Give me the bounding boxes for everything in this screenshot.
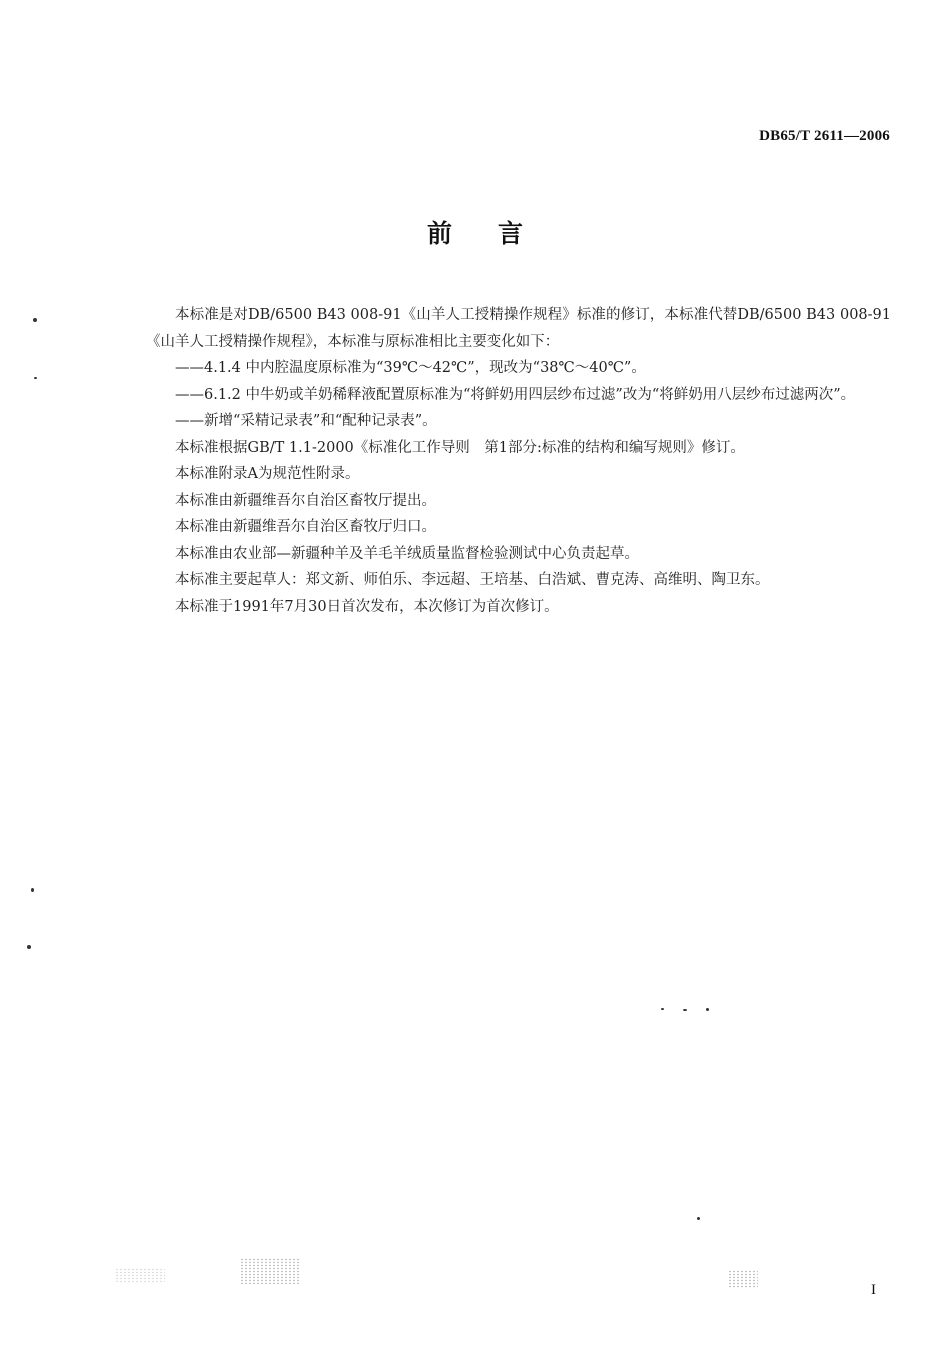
scan-speck	[33, 318, 37, 322]
foreword-body	[146, 302, 891, 620]
scan-speck	[34, 377, 37, 379]
paragraph-appendix: 本标准附录A为规范性附录。	[175, 466, 360, 482]
scan-speck	[31, 888, 34, 892]
scan-speck	[706, 1008, 709, 1011]
paragraph-revision-intro: 本标准是对DB/6500 B43 008-91《山羊人工授精操作规程》标准的修订，本标准代替DB/6500 B43 008-91《山羊人工授精操作规程》，本标准与原标准相比主要变化如下：	[146, 307, 891, 350]
paragraph-history: 本标准于1991年7月30日首次发布，本次修订为首次修订。	[175, 598, 559, 615]
scan-noise	[728, 1270, 758, 1288]
page-title: 前言	[426, 219, 569, 248]
scan-speck	[697, 1217, 700, 1220]
standard-code: DB65/T 2611—2006	[759, 128, 890, 144]
paragraph-proposer: 本标准由新疆维吾尔自治区畜牧厅提出。	[175, 492, 436, 509]
scan-noise	[115, 1268, 165, 1282]
page-number: I	[871, 1282, 876, 1298]
scan-speck	[661, 1008, 664, 1010]
paragraph-change-temperature: ——4.1.4 中内腔温度原标准为“39℃～42℃”，现改为“38℃～40℃”。	[175, 360, 646, 376]
scan-speck	[27, 945, 31, 949]
paragraph-drafters: 本标准主要起草人：郑文新、师伯乐、李远超、王培基、白浩斌、曹克涛、高维明、陶卫东。	[175, 572, 770, 588]
paragraph-drafting-org: 本标准由农业部—新疆种羊及羊毛羊绒质量监督检验测试中心负责起草。	[175, 545, 639, 562]
scan-speck	[683, 1009, 687, 1011]
scan-noise	[240, 1258, 300, 1284]
paragraph-administrator: 本标准由新疆维吾尔自治区畜牧厅归口。	[175, 519, 436, 535]
paragraph-drafting-rules: 本标准根据GB/T 1.1-2000《标准化工作导则 第1部分:标准的结构和编写规则》修订。	[175, 439, 745, 456]
paragraph-change-diluent: ——6.1.2 中牛奶或羊奶稀释液配置原标准为“将鲜奶用四层纱布过滤”改为“将鲜奶用八层纱布过滤两次”。	[175, 386, 856, 403]
paragraph-change-records: ——新增“采精记录表”和“配种记录表”。	[175, 413, 437, 429]
